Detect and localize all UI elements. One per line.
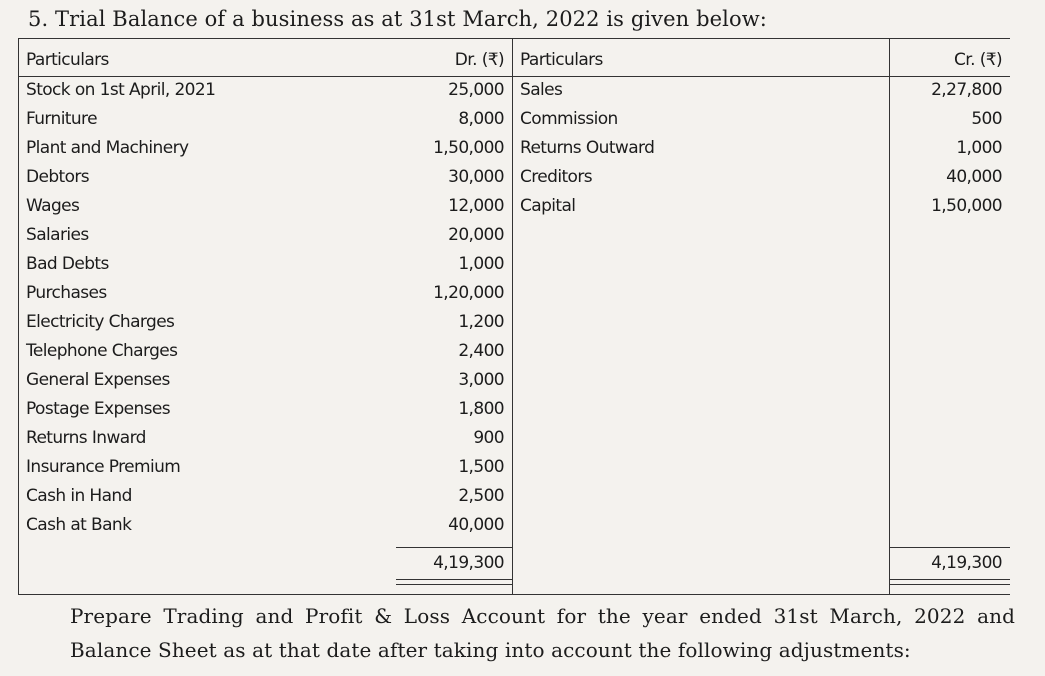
question-text: Trial Balance of a business as at 31st March, 2022 is given below: (55, 7, 767, 31)
table-divider-cr-particulars (889, 39, 890, 594)
header-cr-amount: Cr. (₹) (954, 50, 1002, 70)
dr-row-11-particular: General Expenses (26, 370, 170, 390)
dr-row-7-particular: Bad Debts (26, 254, 109, 274)
cr-total-rule-2 (889, 584, 1010, 585)
table-divider-dr (512, 39, 513, 594)
cr-row-2-particular: Commission (520, 109, 618, 129)
dr-row-6-amount: 20,000 (448, 225, 504, 245)
header-cr-particulars: Particulars (520, 50, 603, 70)
dr-row-4-particular: Debtors (26, 167, 90, 187)
dr-total-rule-1 (396, 579, 512, 580)
dr-row-5-amount: 12,000 (448, 196, 504, 216)
cr-row-2-amount: 500 (971, 109, 1002, 129)
dr-row-15-particular: Cash in Hand (26, 486, 132, 506)
dr-row-4-amount: 30,000 (448, 167, 504, 187)
dr-row-2-amount: 8,000 (458, 109, 504, 129)
trial-balance-table (18, 38, 1010, 595)
cr-row-1-particular: Sales (520, 80, 563, 100)
dr-row-1-particular: Stock on 1st April, 2021 (26, 80, 216, 100)
cr-row-3-particular: Returns Outward (520, 138, 655, 158)
dr-row-6-particular: Salaries (26, 225, 89, 245)
header-dr-amount: Dr. (₹) (454, 50, 504, 70)
dr-row-13-amount: 900 (473, 428, 504, 448)
dr-row-9-amount: 1,200 (458, 312, 504, 332)
dr-row-15-amount: 2,500 (458, 486, 504, 506)
cr-row-3-amount: 1,000 (956, 138, 1002, 158)
cr-row-4-particular: Creditors (520, 167, 592, 187)
dr-total: 4,19,300 (433, 553, 504, 573)
dr-row-16-particular: Cash at Bank (26, 515, 132, 535)
dr-total-top-rule (396, 547, 512, 548)
dr-row-10-particular: Telephone Charges (26, 341, 178, 361)
cr-row-1-amount: 2,27,800 (931, 80, 1002, 100)
dr-row-1-amount: 25,000 (448, 80, 504, 100)
table-left-border (18, 39, 19, 594)
cr-total-top-rule (889, 547, 1010, 548)
dr-row-14-amount: 1,500 (458, 457, 504, 477)
dr-row-12-amount: 1,800 (458, 399, 504, 419)
header-dr-particulars: Particulars (26, 50, 109, 70)
dr-row-14-particular: Insurance Premium (26, 457, 181, 477)
dr-row-5-particular: Wages (26, 196, 80, 216)
dr-row-3-particular: Plant and Machinery (26, 138, 189, 158)
dr-row-16-amount: 40,000 (448, 515, 504, 535)
cr-row-5-particular: Capital (520, 196, 576, 216)
cr-total-rule-1 (889, 579, 1010, 580)
question-heading (28, 7, 767, 31)
dr-row-8-particular: Purchases (26, 283, 107, 303)
dr-row-7-amount: 1,000 (458, 254, 504, 274)
question-number: 5. (28, 7, 49, 31)
dr-row-9-particular: Electricity Charges (26, 312, 175, 332)
dr-row-2-particular: Furniture (26, 109, 97, 129)
dr-row-13-particular: Returns Inward (26, 428, 146, 448)
dr-row-3-amount: 1,50,000 (433, 138, 504, 158)
cr-total: 4,19,300 (931, 553, 1002, 573)
dr-row-10-amount: 2,400 (458, 341, 504, 361)
dr-row-12-particular: Postage Expenses (26, 399, 171, 419)
dr-row-11-amount: 3,000 (458, 370, 504, 390)
dr-row-8-amount: 1,20,000 (433, 283, 504, 303)
dr-total-rule-2 (396, 584, 512, 585)
instruction-text: Prepare Trading and Profit & Loss Account for the year ended 31st March, 2022 and Balance Sheet as at that date after taking into account the following adjustments: (70, 604, 1015, 662)
cr-row-5-amount: 1,50,000 (931, 196, 1002, 216)
cr-row-4-amount: 40,000 (946, 167, 1002, 187)
